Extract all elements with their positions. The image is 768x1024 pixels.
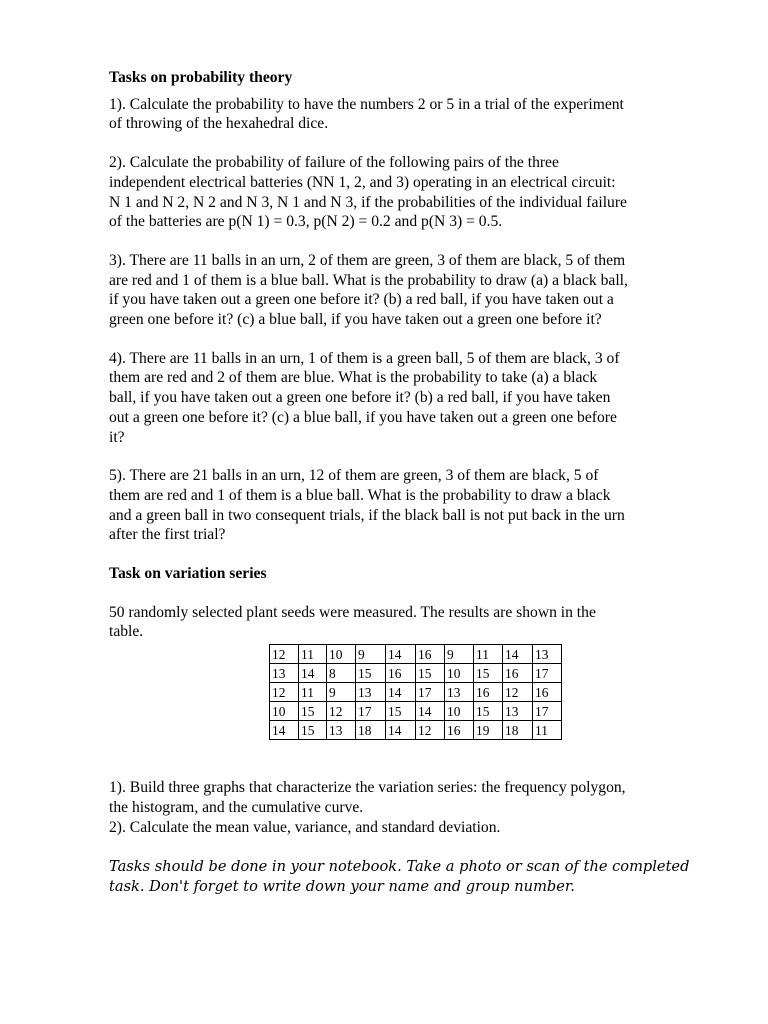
- table-cell: 17: [416, 683, 445, 702]
- table-cell: 12: [327, 702, 356, 721]
- table-cell: 8: [327, 664, 356, 683]
- table-cell: 15: [356, 664, 386, 683]
- table-cell: 14: [416, 702, 445, 721]
- task-5-line: 5). There are 21 balls in an urn, 12 of them are green, 3 of them are black, 5 of: [109, 467, 599, 485]
- variation-task-line: 2). Calculate the mean value, variance, and standard deviation.: [109, 818, 501, 836]
- table-row: [270, 721, 562, 740]
- task-4-line: it?: [109, 428, 125, 446]
- task-3-line: green one before it? (c) a blue ball, if you have taken out a green one before it?: [109, 311, 602, 329]
- task-5-line: after the first trial?: [109, 526, 226, 544]
- table-cell: 12: [503, 683, 533, 702]
- task-5-line: them are red and 1 of them is a blue ball. What is the probability to draw a black: [109, 486, 611, 504]
- table-cell: 14: [299, 664, 327, 683]
- table-cell: 16: [416, 645, 445, 664]
- table-cell: 11: [474, 645, 503, 664]
- table-cell: 15: [299, 702, 327, 721]
- heading-probability-theory: Tasks on probability theory: [109, 69, 293, 86]
- task-4-line: out a green one before it? (c) a blue ball, if you have taken out a green one before: [109, 408, 617, 426]
- document-page: [109, 68, 721, 897]
- table-cell: 14: [386, 721, 416, 740]
- task-3-line: if you have taken out a green one before it? (b) a red ball, if you have taken out a: [109, 291, 614, 309]
- table-cell: 15: [386, 702, 416, 721]
- task-2-line: 2). Calculate the probability of failure of the following pairs of the three: [109, 154, 559, 172]
- seeds-intro: [109, 603, 721, 642]
- table-cell: 14: [386, 683, 416, 702]
- task-4-line: ball, if you have taken out a green one before it? (b) a red ball, if you have taken: [109, 389, 611, 407]
- table-row: [270, 664, 562, 683]
- task-4-line: them are red and 2 of them are blue. What is the probability to take (a) a black: [109, 369, 598, 387]
- task-2: [109, 153, 721, 232]
- seeds-intro-line: table.: [109, 623, 144, 641]
- table-cell: 18: [356, 721, 386, 740]
- table-cell: 11: [299, 683, 327, 702]
- table-cell: 9: [356, 645, 386, 664]
- task-2-line: of the batteries are p(N 1) = 0.3, p(N 2) = 0.2 and p(N 3) = 0.5.: [109, 213, 503, 231]
- table-cell: 16: [445, 721, 474, 740]
- table-cell: 18: [503, 721, 533, 740]
- note-line: task. Don't forget to write down your name and group number.: [109, 878, 575, 896]
- task-5-line: and a green ball in two consequent trials, if the black ball is not put back in the urn: [109, 506, 625, 524]
- task-4-line: 4). There are 11 balls in an urn, 1 of them is a green ball, 5 of them are black, 3 of: [109, 349, 620, 367]
- table-cell: 12: [416, 721, 445, 740]
- table-cell: 17: [533, 702, 562, 721]
- table-cell: 19: [474, 721, 503, 740]
- table-cell: 15: [416, 664, 445, 683]
- table-cell: 11: [533, 721, 562, 740]
- task-5: [109, 466, 721, 545]
- variation-task-line: 1). Build three graphs that characterize the variation series: the frequency polygon,: [109, 779, 626, 797]
- table-cell: 10: [445, 664, 474, 683]
- note-line: Tasks should be done in your notebook. Take a photo or scan of the completed: [109, 858, 690, 876]
- task-3: [109, 251, 721, 330]
- task-1-line: 1). Calculate the probability to have the numbers 2 or 5 in a trial of the experiment: [109, 95, 624, 113]
- task-2-line: independent electrical batteries (NN 1, 2, and 3) operating in an electrical circuit:: [109, 173, 616, 191]
- task-4: [109, 349, 721, 448]
- task-1: [109, 95, 721, 134]
- table-cell: 13: [445, 683, 474, 702]
- table-cell: 9: [327, 683, 356, 702]
- seeds-table: [269, 644, 562, 740]
- table-row: [270, 645, 562, 664]
- table-cell: 13: [533, 645, 562, 664]
- table-cell: 16: [386, 664, 416, 683]
- task-3-line: are red and 1 of them is a blue ball. What is the probability to draw (a) a black ball,: [109, 271, 628, 289]
- table-cell: 14: [503, 645, 533, 664]
- table-cell: 12: [270, 683, 299, 702]
- instructions-note: [109, 857, 721, 897]
- table-cell: 10: [270, 702, 299, 721]
- table-cell: 13: [270, 664, 299, 683]
- table-row: [270, 683, 562, 702]
- table-cell: 15: [299, 721, 327, 740]
- task-3-line: 3). There are 11 balls in an urn, 2 of them are green, 3 of them are black, 5 of them: [109, 251, 626, 269]
- table-cell: 11: [299, 645, 327, 664]
- task-2-line: N 1 and N 2, N 2 and N 3, N 1 and N 3, if the probabilities of the individual failure: [109, 193, 627, 211]
- table-cell: 16: [533, 683, 562, 702]
- table-cell: 14: [386, 645, 416, 664]
- table-cell: 17: [533, 664, 562, 683]
- table-cell: 10: [445, 702, 474, 721]
- table-cell: 13: [356, 683, 386, 702]
- table-cell: 13: [503, 702, 533, 721]
- table-cell: 13: [327, 721, 356, 740]
- table-cell: 16: [474, 683, 503, 702]
- table-cell: 16: [503, 664, 533, 683]
- variation-tasks: [109, 778, 721, 837]
- variation-task-line: the histogram, and the cumulative curve.: [109, 798, 364, 816]
- table-row: [270, 702, 562, 721]
- task-1-line: of throwing of the hexahedral dice.: [109, 115, 329, 133]
- table-cell: 15: [474, 664, 503, 683]
- table-cell: 9: [445, 645, 474, 664]
- table-cell: 17: [356, 702, 386, 721]
- table-cell: 15: [474, 702, 503, 721]
- table-cell: 12: [270, 645, 299, 664]
- table-cell: 14: [270, 721, 299, 740]
- heading-variation-series: Task on variation series: [109, 565, 267, 583]
- table-cell: 10: [327, 645, 356, 664]
- seeds-intro-line: 50 randomly selected plant seeds were measured. The results are shown in the: [109, 603, 596, 621]
